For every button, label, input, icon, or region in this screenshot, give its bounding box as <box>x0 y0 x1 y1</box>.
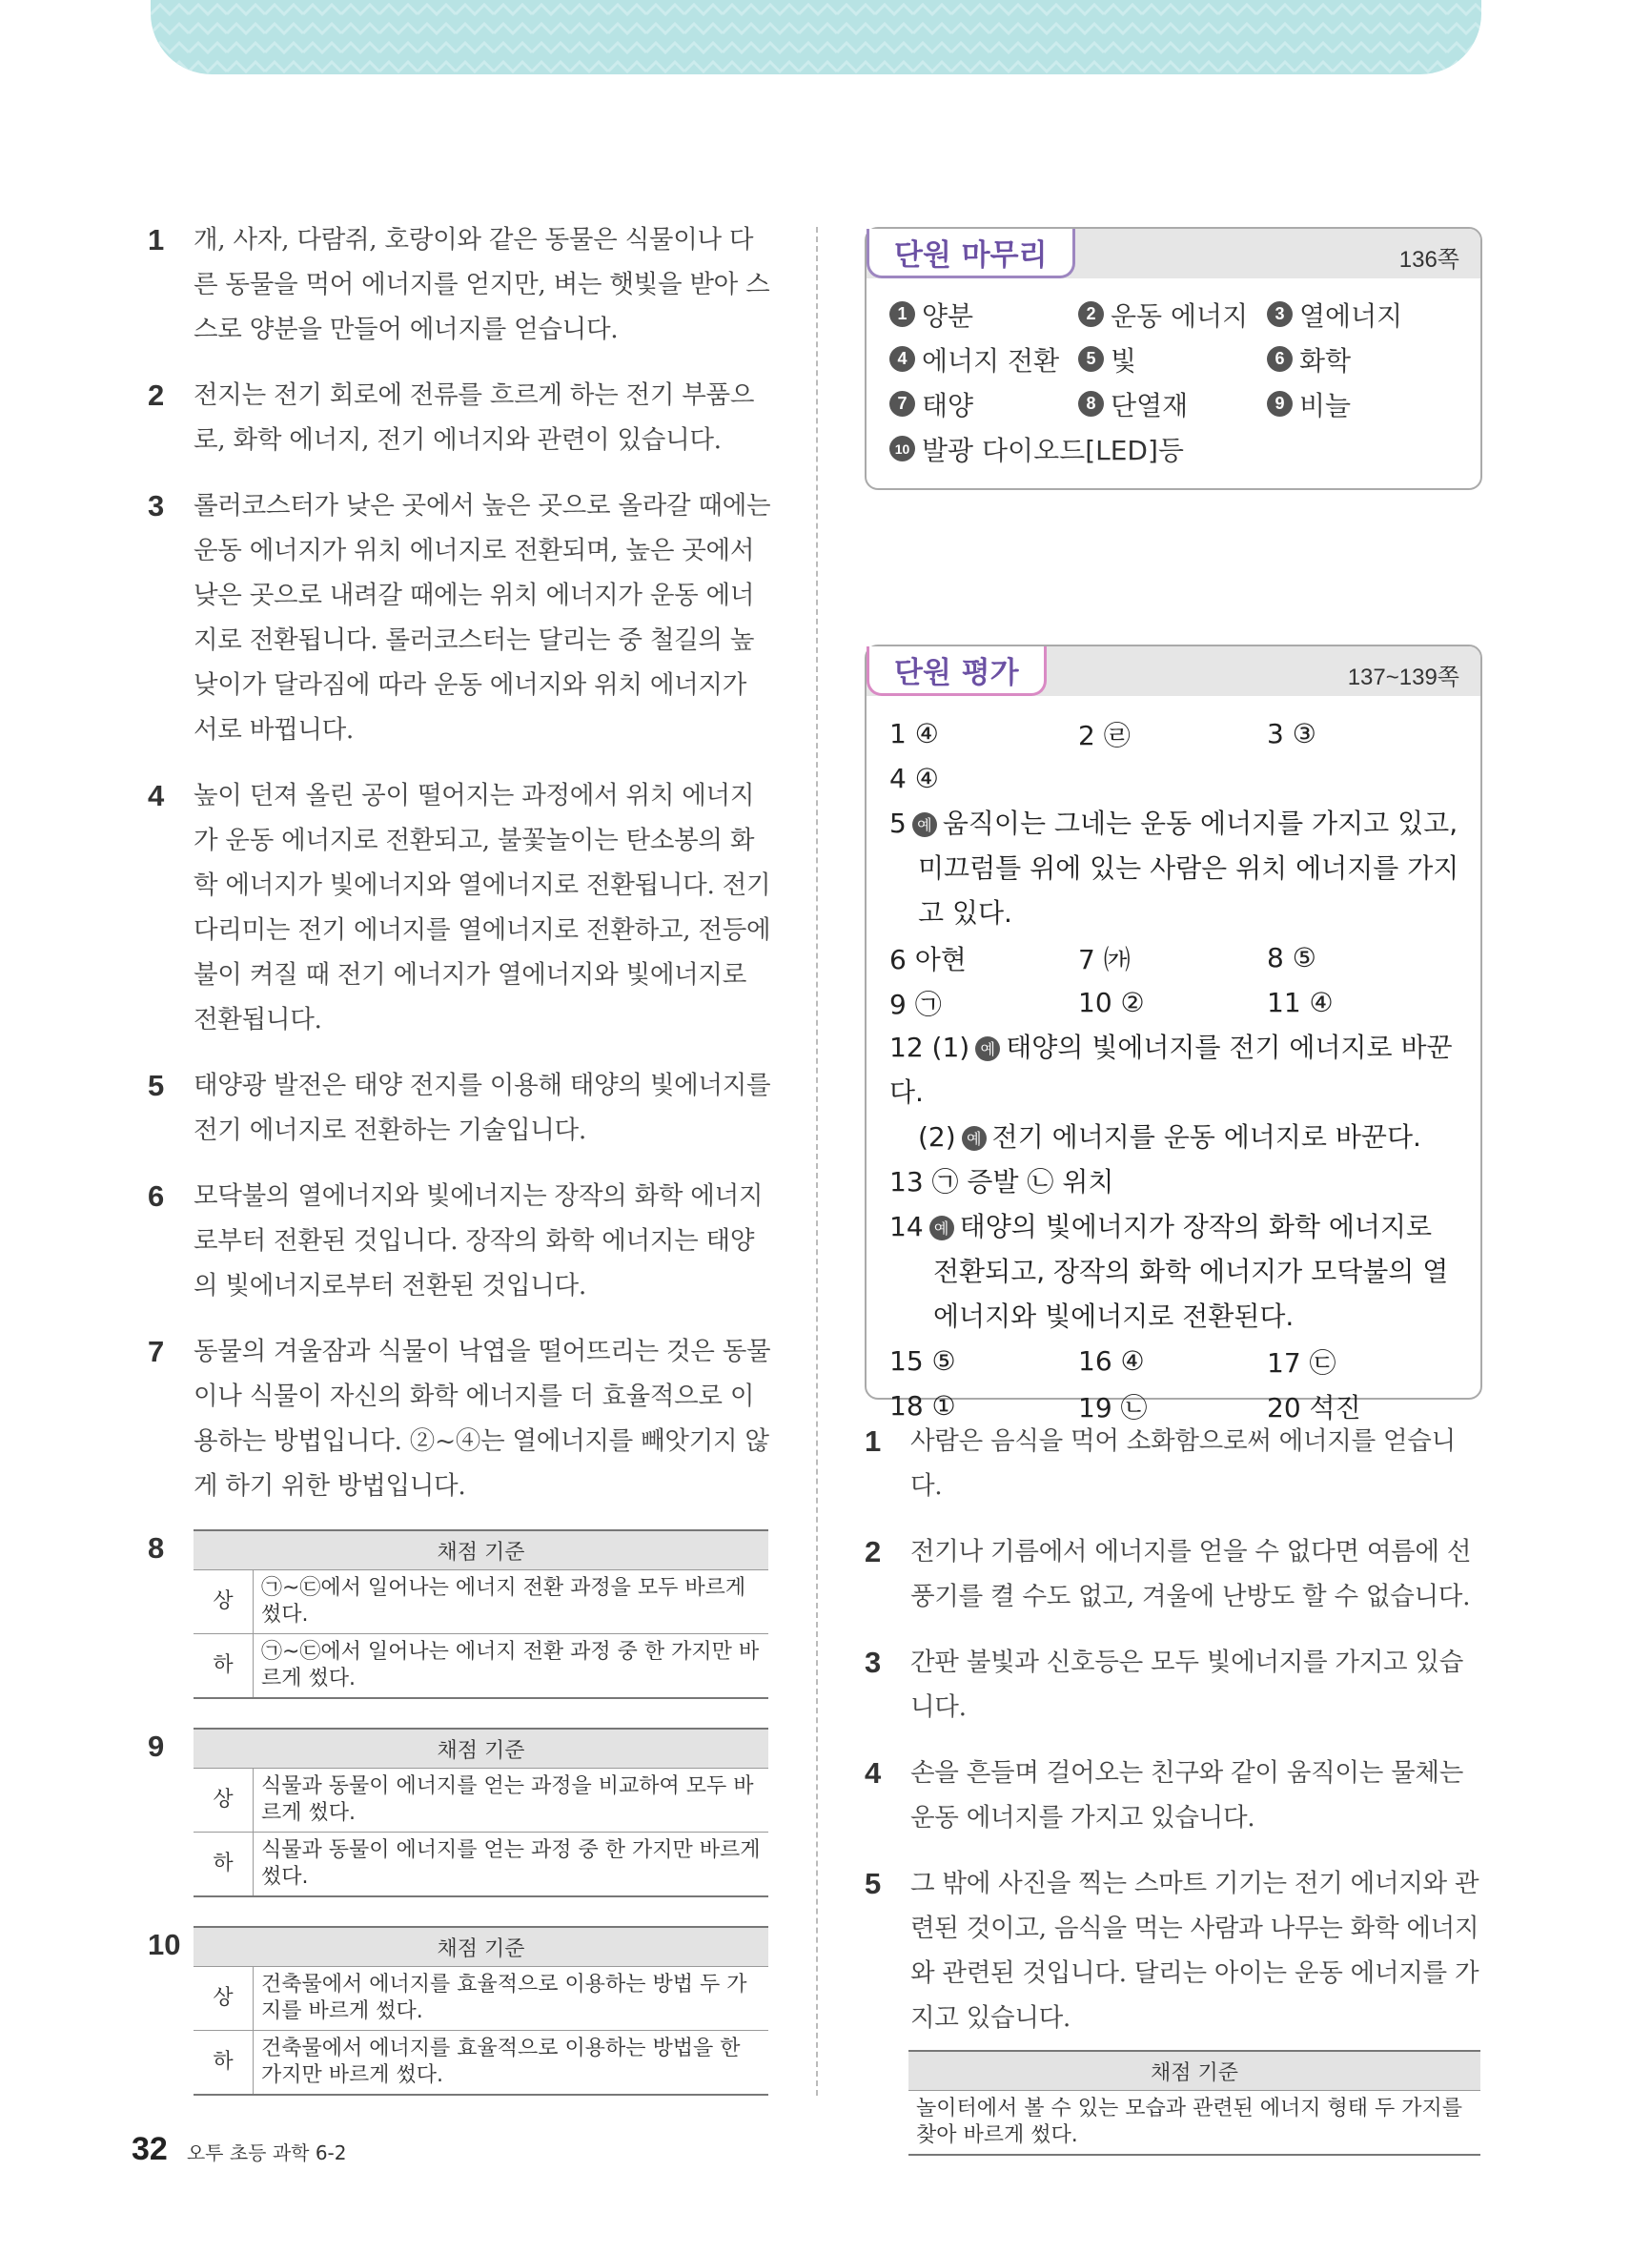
item-number: 1 <box>865 1424 882 1458</box>
explanation-item <box>148 1174 772 1308</box>
answer-text: 태양 <box>922 389 974 421</box>
item-text: 롤러코스터가 낮은 곳에서 높은 곳으로 올라갈 때에는 운동 에너지가 위치 에너지로 전환되며, 높은 곳에서 낮은 곳으로 내려갈 때에는 위치 에너지가 운동 에너지로 전환됩니다. 롤러코스터는 달리는 중 철길의 높낮이가 달라짐에 따라 운동 에너지와 위치 에너지가 서로 바뀝니다. <box>194 491 771 745</box>
page-reference: 137~139쪽 <box>1347 665 1459 690</box>
item-text: 높이 던져 올린 공이 떨어지는 과정에서 위치 에너지가 운동 에너지로 전환되고, 불꽃놀이는 탄소봉의 화학 에너지가 빛에너지와 열에너지로 전환됩니다. 전기다리미는 전기 에너지를 열에너지로 전환하고, 전등에 불이 켜질 때 전기 에너지가 열에너지와 빛에너지로 전환됩니다. <box>194 781 771 1034</box>
answer-text: 움직이는 그네는 운동 에너지를 가지고 있고, <box>942 808 1458 839</box>
answer-text: 발광 다이오드[LED]등 <box>922 434 1184 466</box>
item-text: 모닥불의 열에너지와 빛에너지는 장작의 화학 에너지로부터 전환된 것입니다. 장작의 화학 에너지는 태양의 빛에너지로부터 전환된 것입니다. <box>194 1181 764 1301</box>
answer-text: 양분 <box>922 299 974 332</box>
table-row <box>194 1634 768 1699</box>
level-cell: 하 <box>194 1833 254 1897</box>
explanation-item <box>148 483 772 752</box>
evaluation-answers <box>889 711 1461 1428</box>
criteria-cell: 건축물에서 에너지를 효율적으로 이용하는 방법을 한 가지만 바르게 썼다. <box>254 2031 769 2096</box>
answer: 11 ④ <box>1267 987 1334 1018</box>
table-row <box>908 2091 1480 2156</box>
table-header: 채점 기준 <box>194 1530 768 1570</box>
answer: 6 아현 <box>889 943 967 975</box>
item-number: 5 <box>148 1069 165 1102</box>
answer-text: 태양의 빛에너지가 장작의 화학 에너지로 <box>959 1211 1433 1242</box>
item-number: 10 <box>148 1928 181 1961</box>
answer: 1 ④ <box>889 718 939 749</box>
sub-label: (2) <box>918 1121 956 1153</box>
criteria-cell: ㉠~㉢에서 일어나는 에너지 전환 과정 중 한 가지만 바르게 썼다. <box>254 1634 769 1699</box>
answer: 20 석진 <box>1267 1391 1361 1423</box>
answer: 19 ㉡ <box>1078 1391 1148 1423</box>
answer-text: 에너지와 빛에너지로 전환된다. <box>933 1301 1295 1332</box>
example-badge: 예 <box>929 1216 954 1240</box>
item-number: 4 <box>148 779 165 812</box>
number-badge: 4 <box>889 346 915 372</box>
item-number: 7 <box>148 1335 165 1368</box>
criteria-cell: 식물과 동물이 에너지를 얻는 과정 중 한 가지만 바르게 썼다. <box>254 1833 769 1897</box>
answer: 17 ㉢ <box>1267 1346 1336 1379</box>
unit-summary-box <box>865 227 1482 490</box>
item-text: 전지는 전기 회로에 전류를 흐르게 하는 전기 부품으로, 화학 에너지, 전기 에너지와 관련이 있습니다. <box>194 380 755 455</box>
explanation-item <box>148 217 772 352</box>
item-text: 그 밖에 사진을 찍는 스마트 기기는 전기 에너지와 관련된 것이고, 음식을 먹는 사람과 나무는 화학 에너지와 관련된 것입니다. 달리는 아이는 운동 에너지를 가지고 있습니다. <box>910 1869 1479 2033</box>
table-row <box>194 1967 768 2031</box>
explanation-item <box>148 373 772 462</box>
explanation-item <box>865 1529 1484 1619</box>
box-title: 단원 마무리 <box>867 229 1075 278</box>
answer: 4 ④ <box>889 763 939 794</box>
explanation-item <box>865 1861 1484 2040</box>
unit-evaluation-box <box>865 645 1482 1423</box>
answer-text: 전기 에너지를 운동 에너지로 바꾼다. <box>991 1121 1421 1153</box>
item-number: 3 <box>148 489 165 522</box>
number-badge: 8 <box>1078 391 1104 417</box>
item-text: 손을 흔들며 걸어오는 친구와 같이 움직이는 물체는 운동 에너지를 가지고 있습니다. <box>910 1758 1464 1833</box>
number-badge: 5 <box>1078 346 1104 372</box>
answer-number: 12 <box>889 1032 924 1063</box>
explanation-item <box>148 1329 772 1508</box>
criteria-cell: 건축물에서 에너지를 효율적으로 이용하는 방법 두 가지를 바르게 썼다. <box>254 1967 769 2031</box>
right-explanations <box>865 1419 1484 2156</box>
level-cell: 하 <box>194 1634 254 1699</box>
number-badge: 2 <box>1078 301 1104 327</box>
level-cell: 상 <box>194 1570 254 1634</box>
example-badge: 예 <box>962 1126 987 1151</box>
example-badge: 예 <box>975 1036 1000 1061</box>
level-cell: 하 <box>194 2031 254 2096</box>
answer-12 <box>889 1025 1461 1115</box>
item-number: 4 <box>865 1756 882 1790</box>
grading-table <box>148 1926 772 2096</box>
left-column <box>148 217 772 2124</box>
answer-text: 전환되고, 장작의 화학 에너지가 모닥불의 열 <box>933 1256 1449 1287</box>
item-number: 1 <box>148 223 165 256</box>
answer-text: 태양의 빛에너지를 전기 에너지로 바꾼다. <box>889 1032 1453 1108</box>
table-row <box>194 1769 768 1833</box>
summary-answers <box>889 292 1402 471</box>
level-cell: 상 <box>194 1967 254 2031</box>
item-text: 동물의 겨울잠과 식물이 낙엽을 떨어뜨리는 것은 동물이나 식물이 자신의 화학 에너지를 더 효율적으로 이용하는 방법입니다. ②~④는 열에너지를 빼앗기지 않게 하기 위한 방법입니다. <box>194 1337 771 1501</box>
example-badge: 예 <box>912 812 937 837</box>
answer: 9 ㉠ <box>889 988 942 1020</box>
answer: 2 ㉣ <box>1078 719 1131 751</box>
page-number: 32 <box>132 2131 168 2167</box>
number-badge: 6 <box>1267 346 1293 372</box>
sub-label: (1) <box>931 1032 970 1063</box>
criteria-cell: 놀이터에서 볼 수 있는 모습과 관련된 에너지 형태 두 가지를 찾아 바르게 썼다. <box>908 2091 1480 2156</box>
number-badge: 7 <box>889 391 915 417</box>
book-title: 오투 초등 과학 6-2 <box>186 2141 347 2164</box>
answer: 18 ① <box>889 1390 956 1422</box>
number-badge: 1 <box>889 301 915 327</box>
item-number: 6 <box>148 1179 165 1213</box>
table-header: 채점 기준 <box>194 1729 768 1769</box>
item-number: 8 <box>148 1531 165 1565</box>
answer-12-2 <box>889 1115 1461 1159</box>
answer-text: 에너지 전환 <box>922 344 1060 377</box>
answer-text: 미끄럼틀 위에 있는 사람은 위치 에너지를 가지 <box>918 852 1459 884</box>
level-cell: 상 <box>194 1769 254 1833</box>
answer-text: 열에너지 <box>1299 299 1403 332</box>
answer-text: 화학 <box>1299 344 1352 377</box>
answer: 3 ③ <box>1267 718 1316 749</box>
page-footer <box>132 2131 347 2168</box>
answer: 13 ㉠ 증발 ㉡ 위치 <box>889 1166 1114 1198</box>
answer-text: 비늘 <box>1299 389 1352 421</box>
answer-14 <box>889 1204 1461 1249</box>
table-header: 채점 기준 <box>194 1927 768 1967</box>
answer-text: 빛 <box>1111 344 1137 377</box>
box-title: 단원 평가 <box>867 646 1047 696</box>
table-header: 채점 기준 <box>908 2051 1480 2091</box>
answer-5 <box>889 801 1461 846</box>
answer: 16 ④ <box>1078 1345 1145 1377</box>
number-badge: 10 <box>889 436 915 461</box>
explanation-item <box>865 1751 1484 1840</box>
column-divider <box>816 227 818 2096</box>
item-number: 3 <box>865 1646 882 1679</box>
number-badge: 3 <box>1267 301 1293 327</box>
top-banner <box>151 0 1481 74</box>
answer-number: 14 <box>889 1211 924 1242</box>
item-text: 개, 사자, 다람쥐, 호랑이와 같은 동물은 식물이나 다른 동물을 먹어 에너지를 얻지만, 벼는 햇빛을 받아 스스로 양분을 만들어 에너지를 얻습니다. <box>194 225 770 344</box>
page-reference: 136쪽 <box>1398 247 1459 273</box>
answer: 8 ⑤ <box>1267 942 1316 973</box>
explanation-item <box>148 773 772 1042</box>
table-row <box>194 1833 768 1897</box>
grading-table <box>908 2050 1480 2156</box>
answer-text: 단열재 <box>1111 389 1189 421</box>
item-number: 9 <box>148 1730 165 1763</box>
item-number: 2 <box>865 1535 882 1568</box>
item-text: 태양광 발전은 태양 전지를 이용해 태양의 빛에너지를 전기 에너지로 전환하는 기술입니다. <box>194 1071 771 1145</box>
answer-number: 5 <box>889 808 907 839</box>
item-text: 사람은 음식을 먹어 소화함으로써 에너지를 얻습니다. <box>910 1426 1456 1501</box>
item-text: 전기나 기름에서 에너지를 얻을 수 없다면 여름에 선풍기를 켤 수도 없고, 겨울에 난방도 할 수 없습니다. <box>910 1537 1472 1611</box>
grading-table <box>148 1529 772 1699</box>
number-badge: 9 <box>1267 391 1293 417</box>
answer: 7 ㈎ <box>1078 943 1131 975</box>
answer: 10 ② <box>1078 987 1145 1018</box>
explanation-item <box>865 1419 1484 1508</box>
item-text: 간판 불빛과 신호등은 모두 빛에너지를 가지고 있습니다. <box>910 1648 1464 1722</box>
table-row <box>194 2031 768 2096</box>
item-number: 2 <box>148 379 165 412</box>
grading-table <box>148 1728 772 1897</box>
explanation-item <box>865 1640 1484 1730</box>
item-number: 5 <box>865 1867 882 1900</box>
explanation-item <box>148 1063 772 1153</box>
criteria-cell: 식물과 동물이 에너지를 얻는 과정을 비교하여 모두 바르게 썼다. <box>254 1769 769 1833</box>
answer-text: 운동 에너지 <box>1111 299 1249 332</box>
criteria-cell: ㉠~㉢에서 일어나는 에너지 전환 과정을 모두 바르게 썼다. <box>254 1570 769 1634</box>
answer-text: 고 있다. <box>918 897 1012 929</box>
table-row <box>194 1570 768 1634</box>
zigzag-pattern <box>151 0 1481 74</box>
answer: 15 ⑤ <box>889 1345 956 1377</box>
